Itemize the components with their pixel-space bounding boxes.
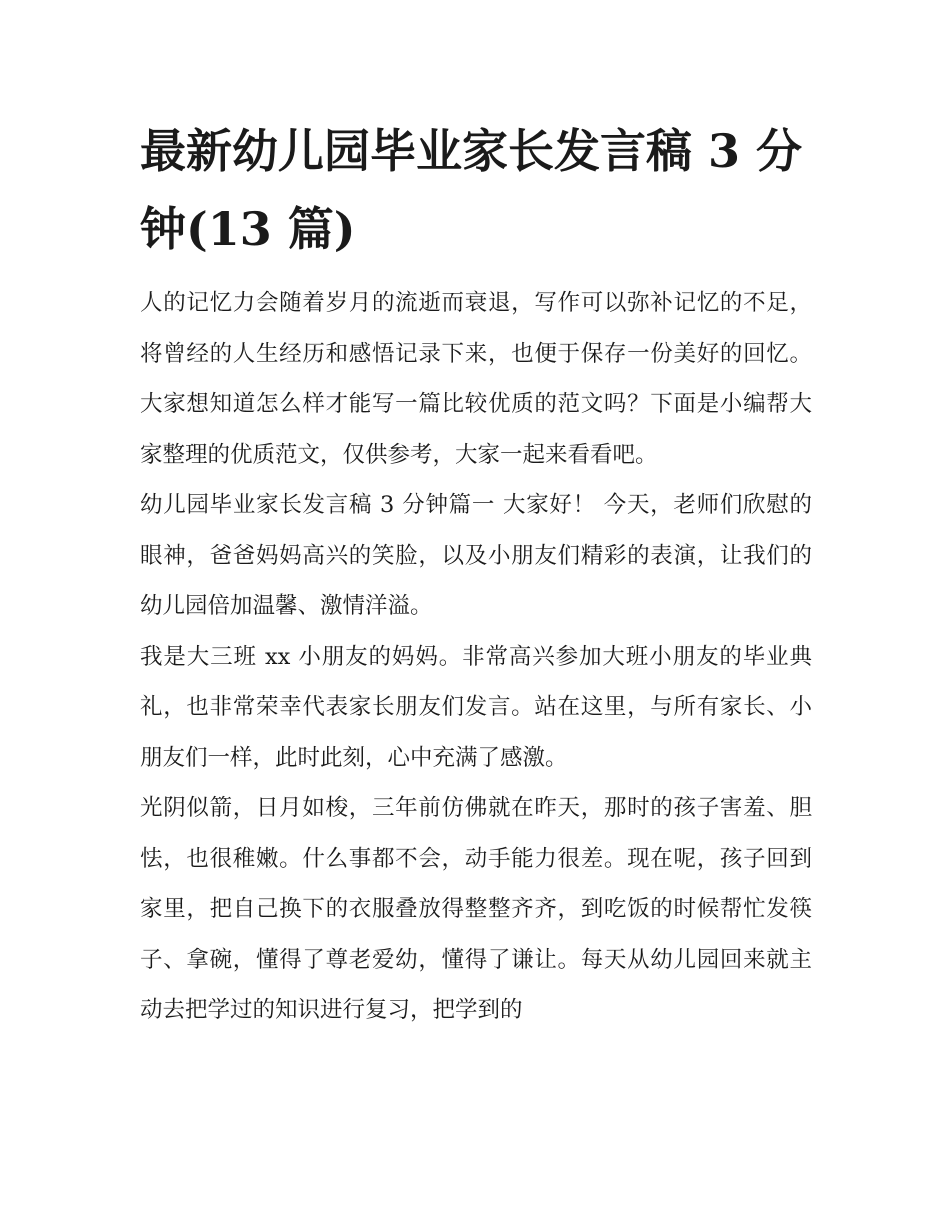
document-title: 最新幼儿园毕业家长发言稿 3 分钟(13 篇) xyxy=(140,124,803,256)
paragraph-intro: 人的记忆力会随着岁月的流逝而衰退，写作可以弥补记忆的不足，将曾经的人生经历和感悟记录下来，也便于保存一份美好的回忆。大家想知道怎么样才能写一篇比较优质的范文吗？下面是小编帮大家整理的优质范文，仅供参考，大家一起来看看吧。 xyxy=(140,290,812,468)
paragraph-speech-opening: 幼儿园毕业家长发言稿 3 分钟篇一 大家好！ 今天，老师们欣慰的眼神，爸爸妈妈高兴的笑脸，以及小朋友们精彩的表演，让我们的幼儿园倍加温馨、激情洋溢。 xyxy=(140,492,812,619)
paragraph-speaker-intro: 我是大三班 xx 小朋友的妈妈。非常高兴参加大班小朋友的毕业典礼，也非常荣幸代表家长朋友们发言。站在这里，与所有家长、小朋友们一样，此时此刻，心中充满了感激。 xyxy=(140,643,812,771)
document-page xyxy=(140,112,812,1036)
paragraph-memories: 光阴似箭，日月如梭，三年前仿佛就在昨天，那时的孩子害羞、胆怯，也很稚嫩。什么事都不会，动手能力很差。现在呢，孩子回到家里，把自己换下的衣服叠放得整整齐齐，到吃饭的时候帮忙发筷子、拿碗，懂得了尊老爱幼，懂得了谦让。每天从幼儿园回来就主动去把学过的知识进行复习，把学到的 xyxy=(140,795,812,1023)
